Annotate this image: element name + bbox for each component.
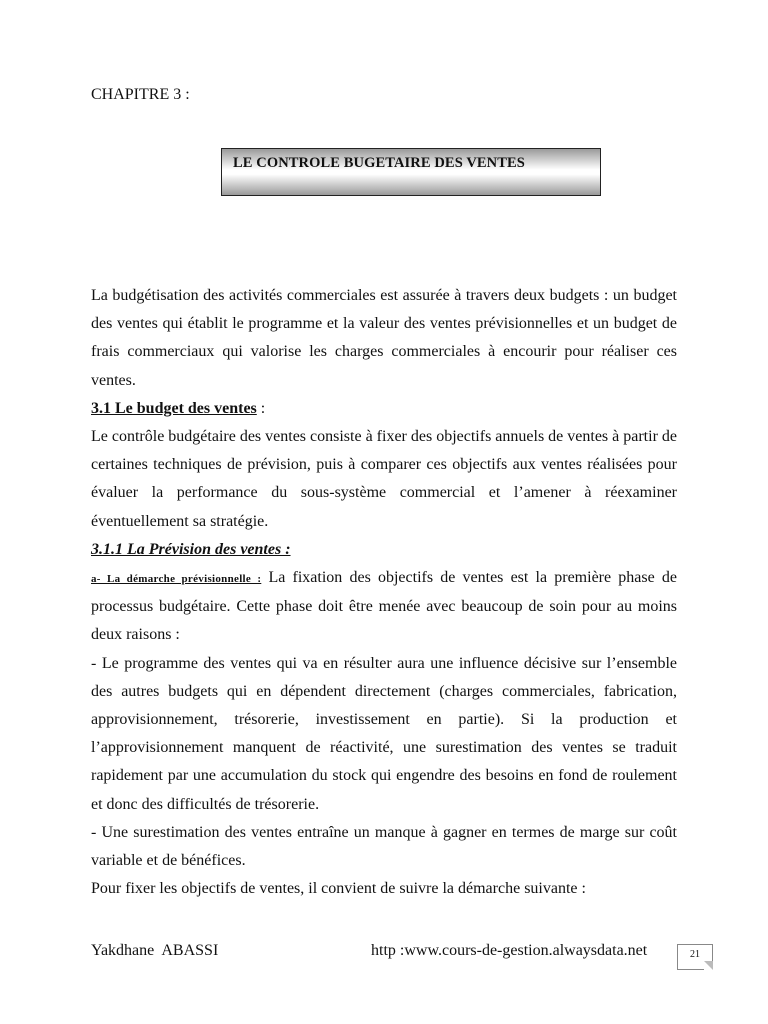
body-content bbox=[91, 282, 677, 903]
subpoint-body: La fixation des objectifs de ventes est la première phase de processus budgétaire. Cette phase doit être menée avec beaucoup de soin pour au moins deux raisons : bbox=[91, 569, 677, 644]
section-heading-line bbox=[91, 395, 677, 423]
subpoint-paragraph bbox=[91, 564, 677, 650]
footer-url: http :www.cours-de-gestion.alwaysdata.net bbox=[371, 942, 648, 959]
page-number: 21 bbox=[690, 949, 700, 960]
reason-1-paragraph: - Le programme des ventes qui va en résulter aura une influence décisive sur l’ensemble des autres budgets qui en dépendent directement (charges commerciales, fabrication, approvisionnement, trésorerie, investissement en partie). Si la production et l’approvisionnement manquent de réactivité, une surestimation des ventes se traduit rapidement par une accumulation du stock qui engendre des besoins en fond de roulement et donc des difficultés de trésorerie. bbox=[91, 654, 677, 813]
section-heading: 3.1 Le budget des ventes bbox=[91, 399, 257, 417]
subsection-heading-line bbox=[91, 536, 677, 564]
chapter-label: CHAPITRE 3 : bbox=[91, 86, 190, 103]
reason-2-paragraph: - Une surestimation des ventes entraîne un manque à gagner en termes de marge sur coût variable et de bénéfices. bbox=[91, 823, 677, 870]
title-box bbox=[221, 148, 601, 196]
section-body-paragraph: Le contrôle budgétaire des ventes consiste à fixer des objectifs annuels de ventes à partir de certaines techniques de prévision, puis à comparer ces objectifs aux ventes réalisées pour évaluer la performance du sous-système commercial et l’amener à réexaminer éventuellement sa stratégie. bbox=[91, 428, 677, 530]
subpoint-label: a- La démarche prévisionnelle : bbox=[91, 573, 262, 586]
subsection-heading: 3.1.1 La Prévision des ventes : bbox=[91, 540, 291, 558]
footer-author: Yakdhane ABASSI bbox=[91, 942, 219, 959]
chapter-title: LE CONTROLE BUGETAIRE DES VENTES bbox=[233, 155, 525, 171]
page-number-box bbox=[677, 944, 713, 970]
section-heading-suffix: : bbox=[256, 399, 266, 417]
intro-paragraph: La budgétisation des activités commerciales est assurée à travers deux budgets : un budget des ventes qui établit le programme et la valeur des ventes prévisionnelles et un budget de frais commerciaux qui valorise les charges commerciales à encourir pour réaliser ces ventes. bbox=[91, 287, 677, 389]
closing-paragraph: Pour fixer les objectifs de ventes, il convient de suivre la démarche suivante : bbox=[91, 880, 586, 898]
